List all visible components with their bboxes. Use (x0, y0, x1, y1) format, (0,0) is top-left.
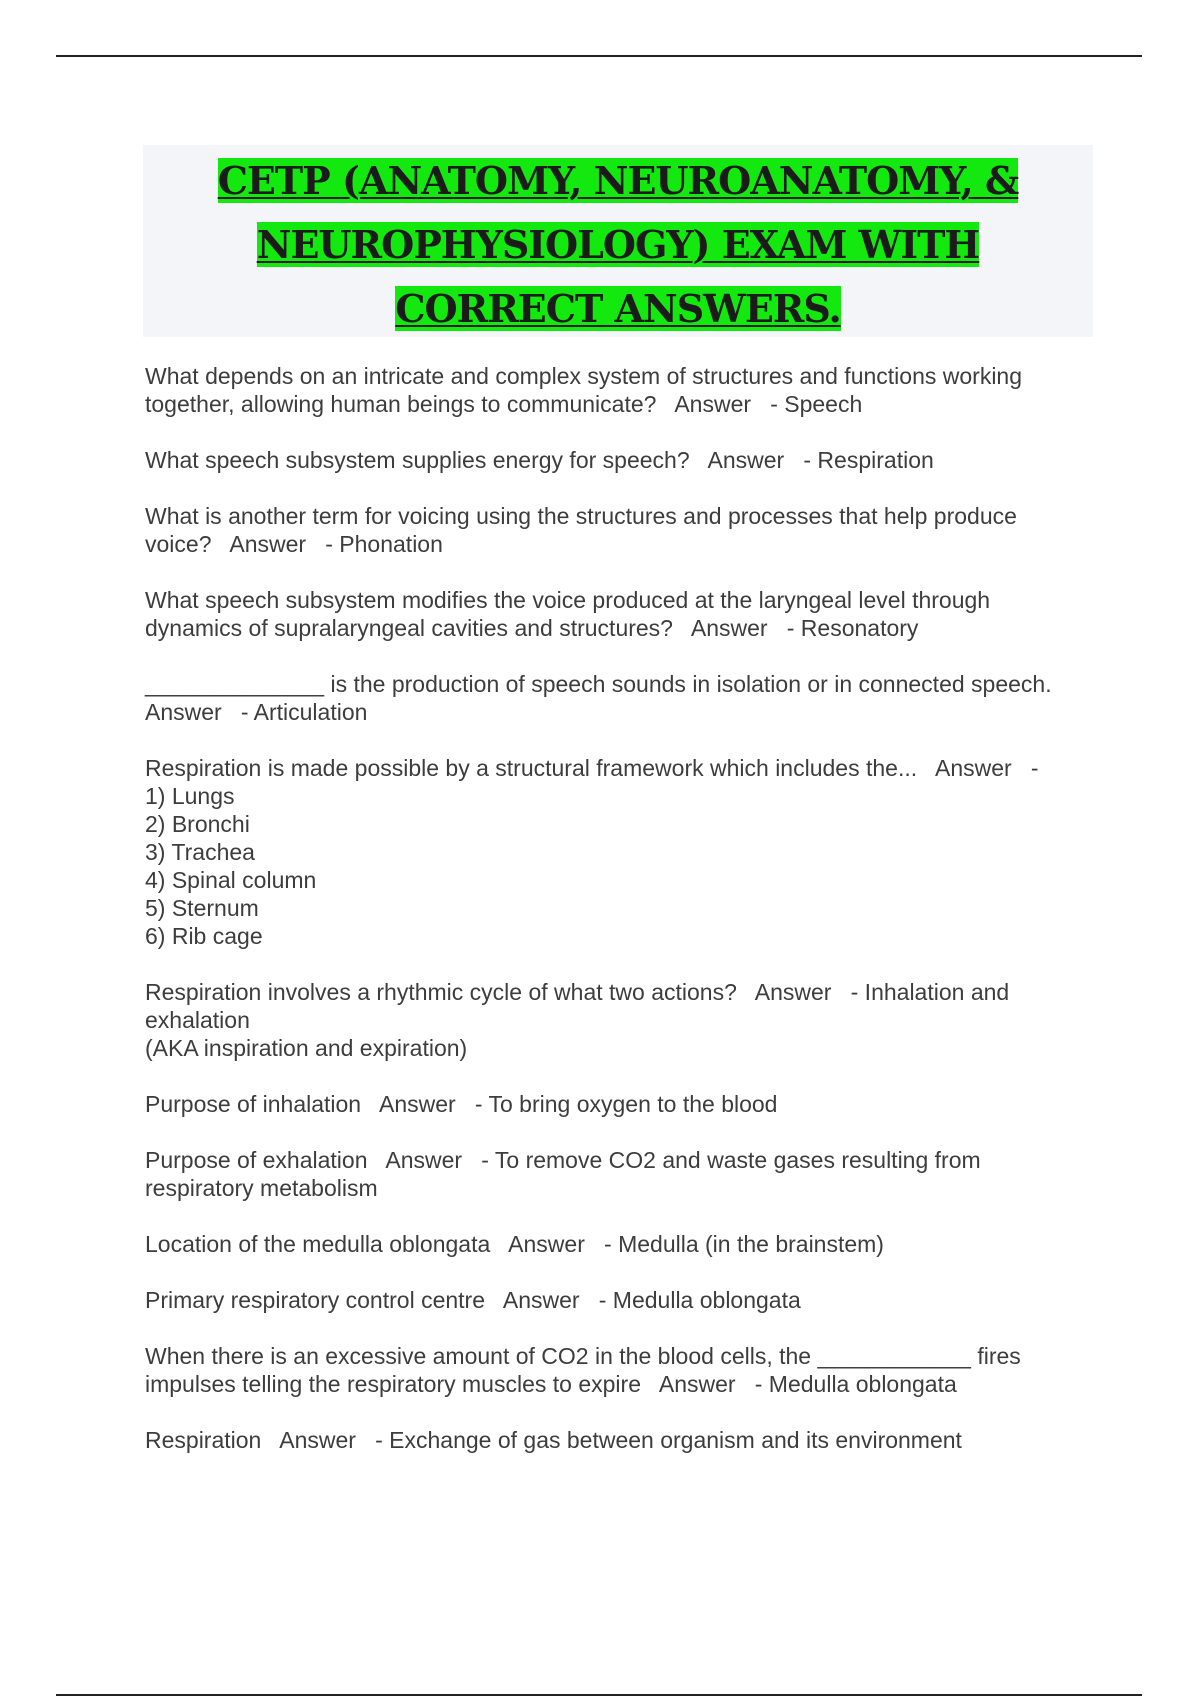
qa-item (145, 1090, 1095, 1118)
qa-item (145, 1146, 1095, 1202)
qa-line: impulses telling the respiratory muscles to expire Answer - Medulla oblongata (145, 1371, 957, 1397)
qa-line: Purpose of exhalation Answer - To remove CO2 and waste gases resulting from (145, 1147, 981, 1173)
qa-item (145, 446, 1095, 474)
qa-line: ______________ is the production of speech sounds in isolation or in connected speech. (145, 671, 1052, 697)
qa-line: Location of the medulla oblongata Answer - Medulla (in the brainstem) (145, 1231, 884, 1257)
qa-line: together, allowing human beings to communicate? Answer - Speech (145, 391, 863, 417)
qa-item (145, 502, 1095, 558)
qa-line: dynamics of supralaryngeal cavities and structures? Answer - Resonatory (145, 615, 919, 641)
qa-line: Respiration is made possible by a structural framework which includes the... Answer - (145, 755, 1039, 781)
qa-item (145, 978, 1095, 1062)
qa-line: Respiration involves a rhythmic cycle of what two actions? Answer - Inhalation and (145, 979, 1010, 1005)
qa-list (145, 362, 1095, 1482)
qa-line: 4) Spinal column (145, 867, 317, 893)
qa-line: exhalation (145, 1007, 250, 1033)
qa-line: 3) Trachea (145, 839, 255, 865)
qa-line: 5) Sternum (145, 895, 259, 921)
qa-item (145, 1426, 1095, 1454)
qa-item (145, 1286, 1095, 1314)
qa-line: 1) Lungs (145, 783, 235, 809)
qa-line: 2) Bronchi (145, 811, 250, 837)
qa-line: Purpose of inhalation Answer - To bring oxygen to the blood (145, 1091, 778, 1117)
qa-line: When there is an excessive amount of CO2 in the blood cells, the ____________ fires (145, 1343, 1021, 1369)
qa-item (145, 1342, 1095, 1398)
top-rule (56, 55, 1142, 57)
qa-item (145, 670, 1095, 726)
qa-line: What speech subsystem supplies energy for speech? Answer - Respiration (145, 447, 934, 473)
qa-item (145, 754, 1095, 950)
qa-item (145, 362, 1095, 418)
bottom-rule (56, 1694, 1142, 1696)
qa-line: (AKA inspiration and expiration) (145, 1035, 468, 1061)
qa-line: voice? Answer - Phonation (145, 531, 443, 557)
qa-line: Primary respiratory control centre Answer - Medulla oblongata (145, 1287, 801, 1313)
qa-line: Answer - Articulation (145, 699, 368, 725)
qa-line: respiratory metabolism (145, 1175, 378, 1201)
qa-line: What is another term for voicing using the structures and processes that help produce (145, 503, 1017, 529)
document-title: CETP (ANATOMY, NEUROANATOMY, & NEUROPHYSIOLOGY) EXAM WITH CORRECT ANSWERS. (217, 158, 1019, 331)
title-banner (143, 145, 1093, 337)
qa-item (145, 586, 1095, 642)
qa-line: What speech subsystem modifies the voice produced at the laryngeal level through (145, 587, 991, 613)
qa-line: Respiration Answer - Exchange of gas between organism and its environment (145, 1427, 962, 1453)
qa-line: 6) Rib cage (145, 923, 263, 949)
qa-line: What depends on an intricate and complex system of structures and functions working (145, 363, 1023, 389)
qa-item (145, 1230, 1095, 1258)
